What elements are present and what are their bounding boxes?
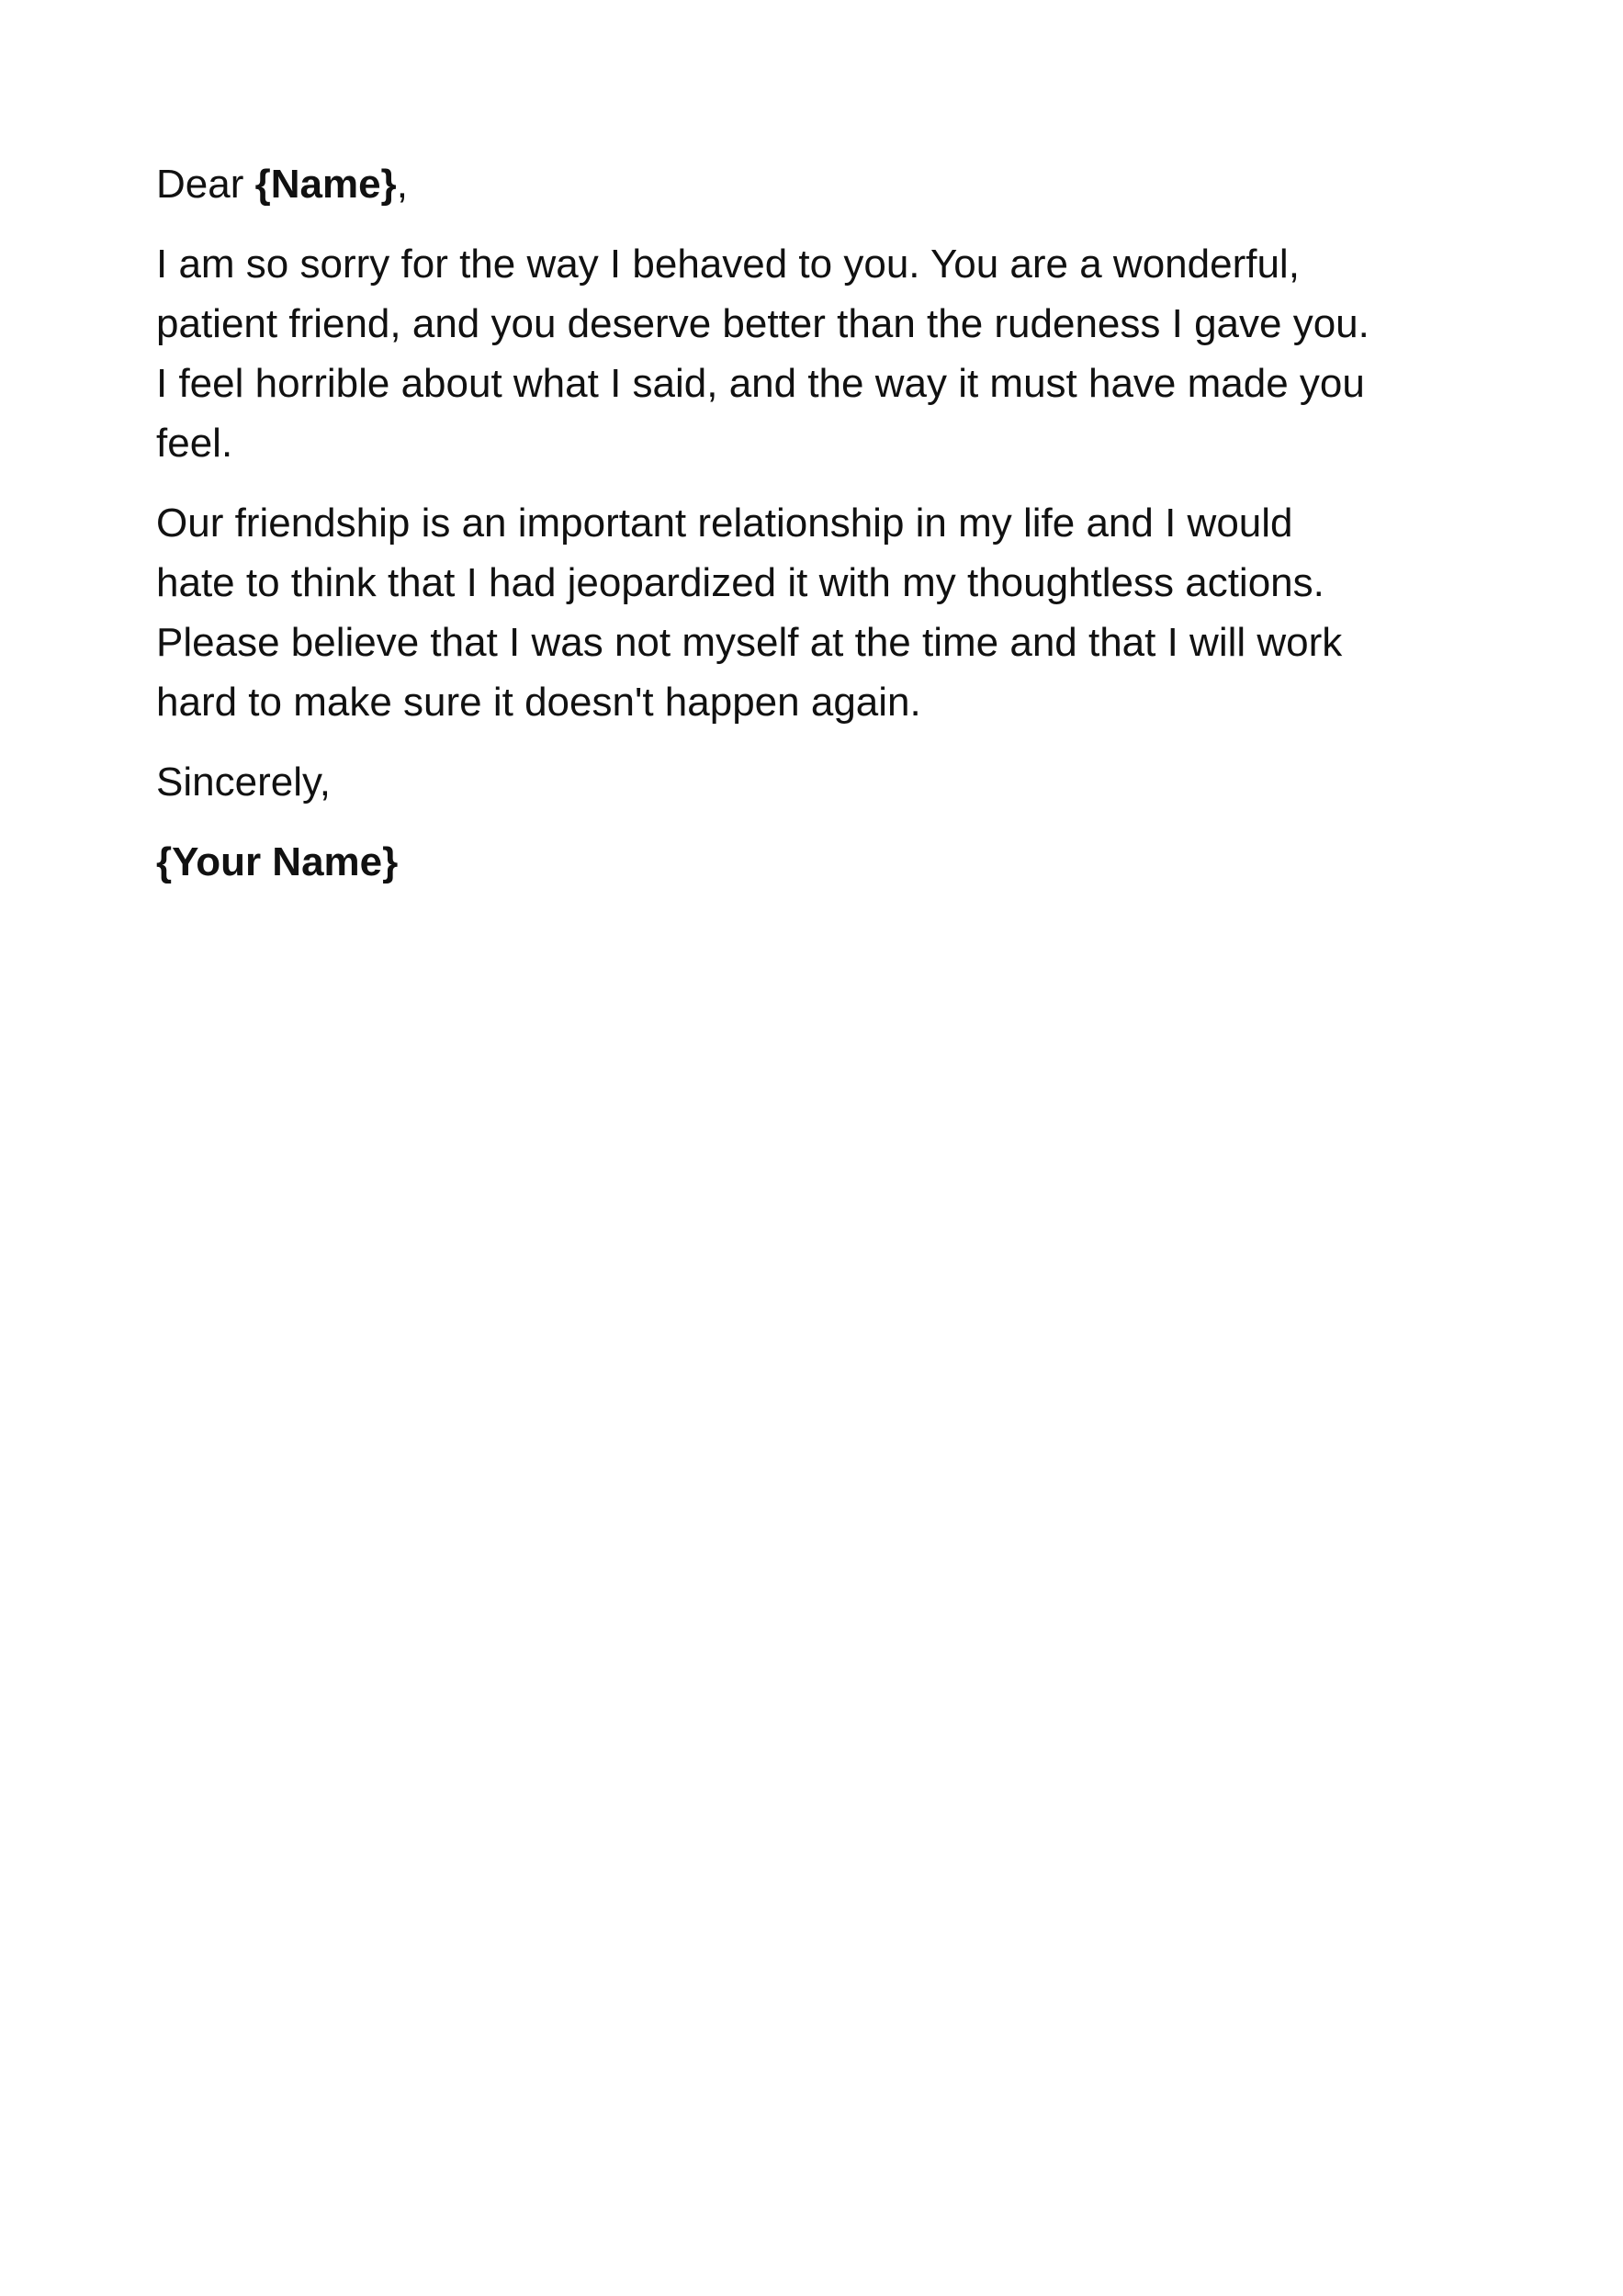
salutation-suffix: , [396,162,408,207]
paragraph-line: I am so sorry for the way I behaved to you. You are a wonderful, [156,242,1300,287]
paragraph-line: Please believe that I was not myself at the time and that I will work [156,620,1343,665]
paragraph-line: feel. [156,421,233,466]
paragraph-line: hate to think that I had jeopardized it with my thoughtless actions. [156,560,1324,605]
salutation-prefix: Dear [156,162,255,207]
closing: Sincerely, [156,760,331,805]
paragraph-line: hard to make sure it doesn't happen again. [156,680,921,725]
paragraph-friendship [156,493,1506,732]
signature-placeholder: {Your Name} [156,839,399,884]
letter-body [156,154,1506,912]
paragraph-line: Our friendship is an important relationship in my life and I would [156,501,1293,546]
recipient-placeholder: {Name} [254,162,397,207]
paragraph-apology [156,234,1506,473]
salutation [156,154,1506,214]
paragraph-line: I feel horrible about what I said, and the way it must have made you [156,361,1365,406]
paragraph-line: patient friend, and you deserve better than the rudeness I gave you. [156,301,1369,346]
